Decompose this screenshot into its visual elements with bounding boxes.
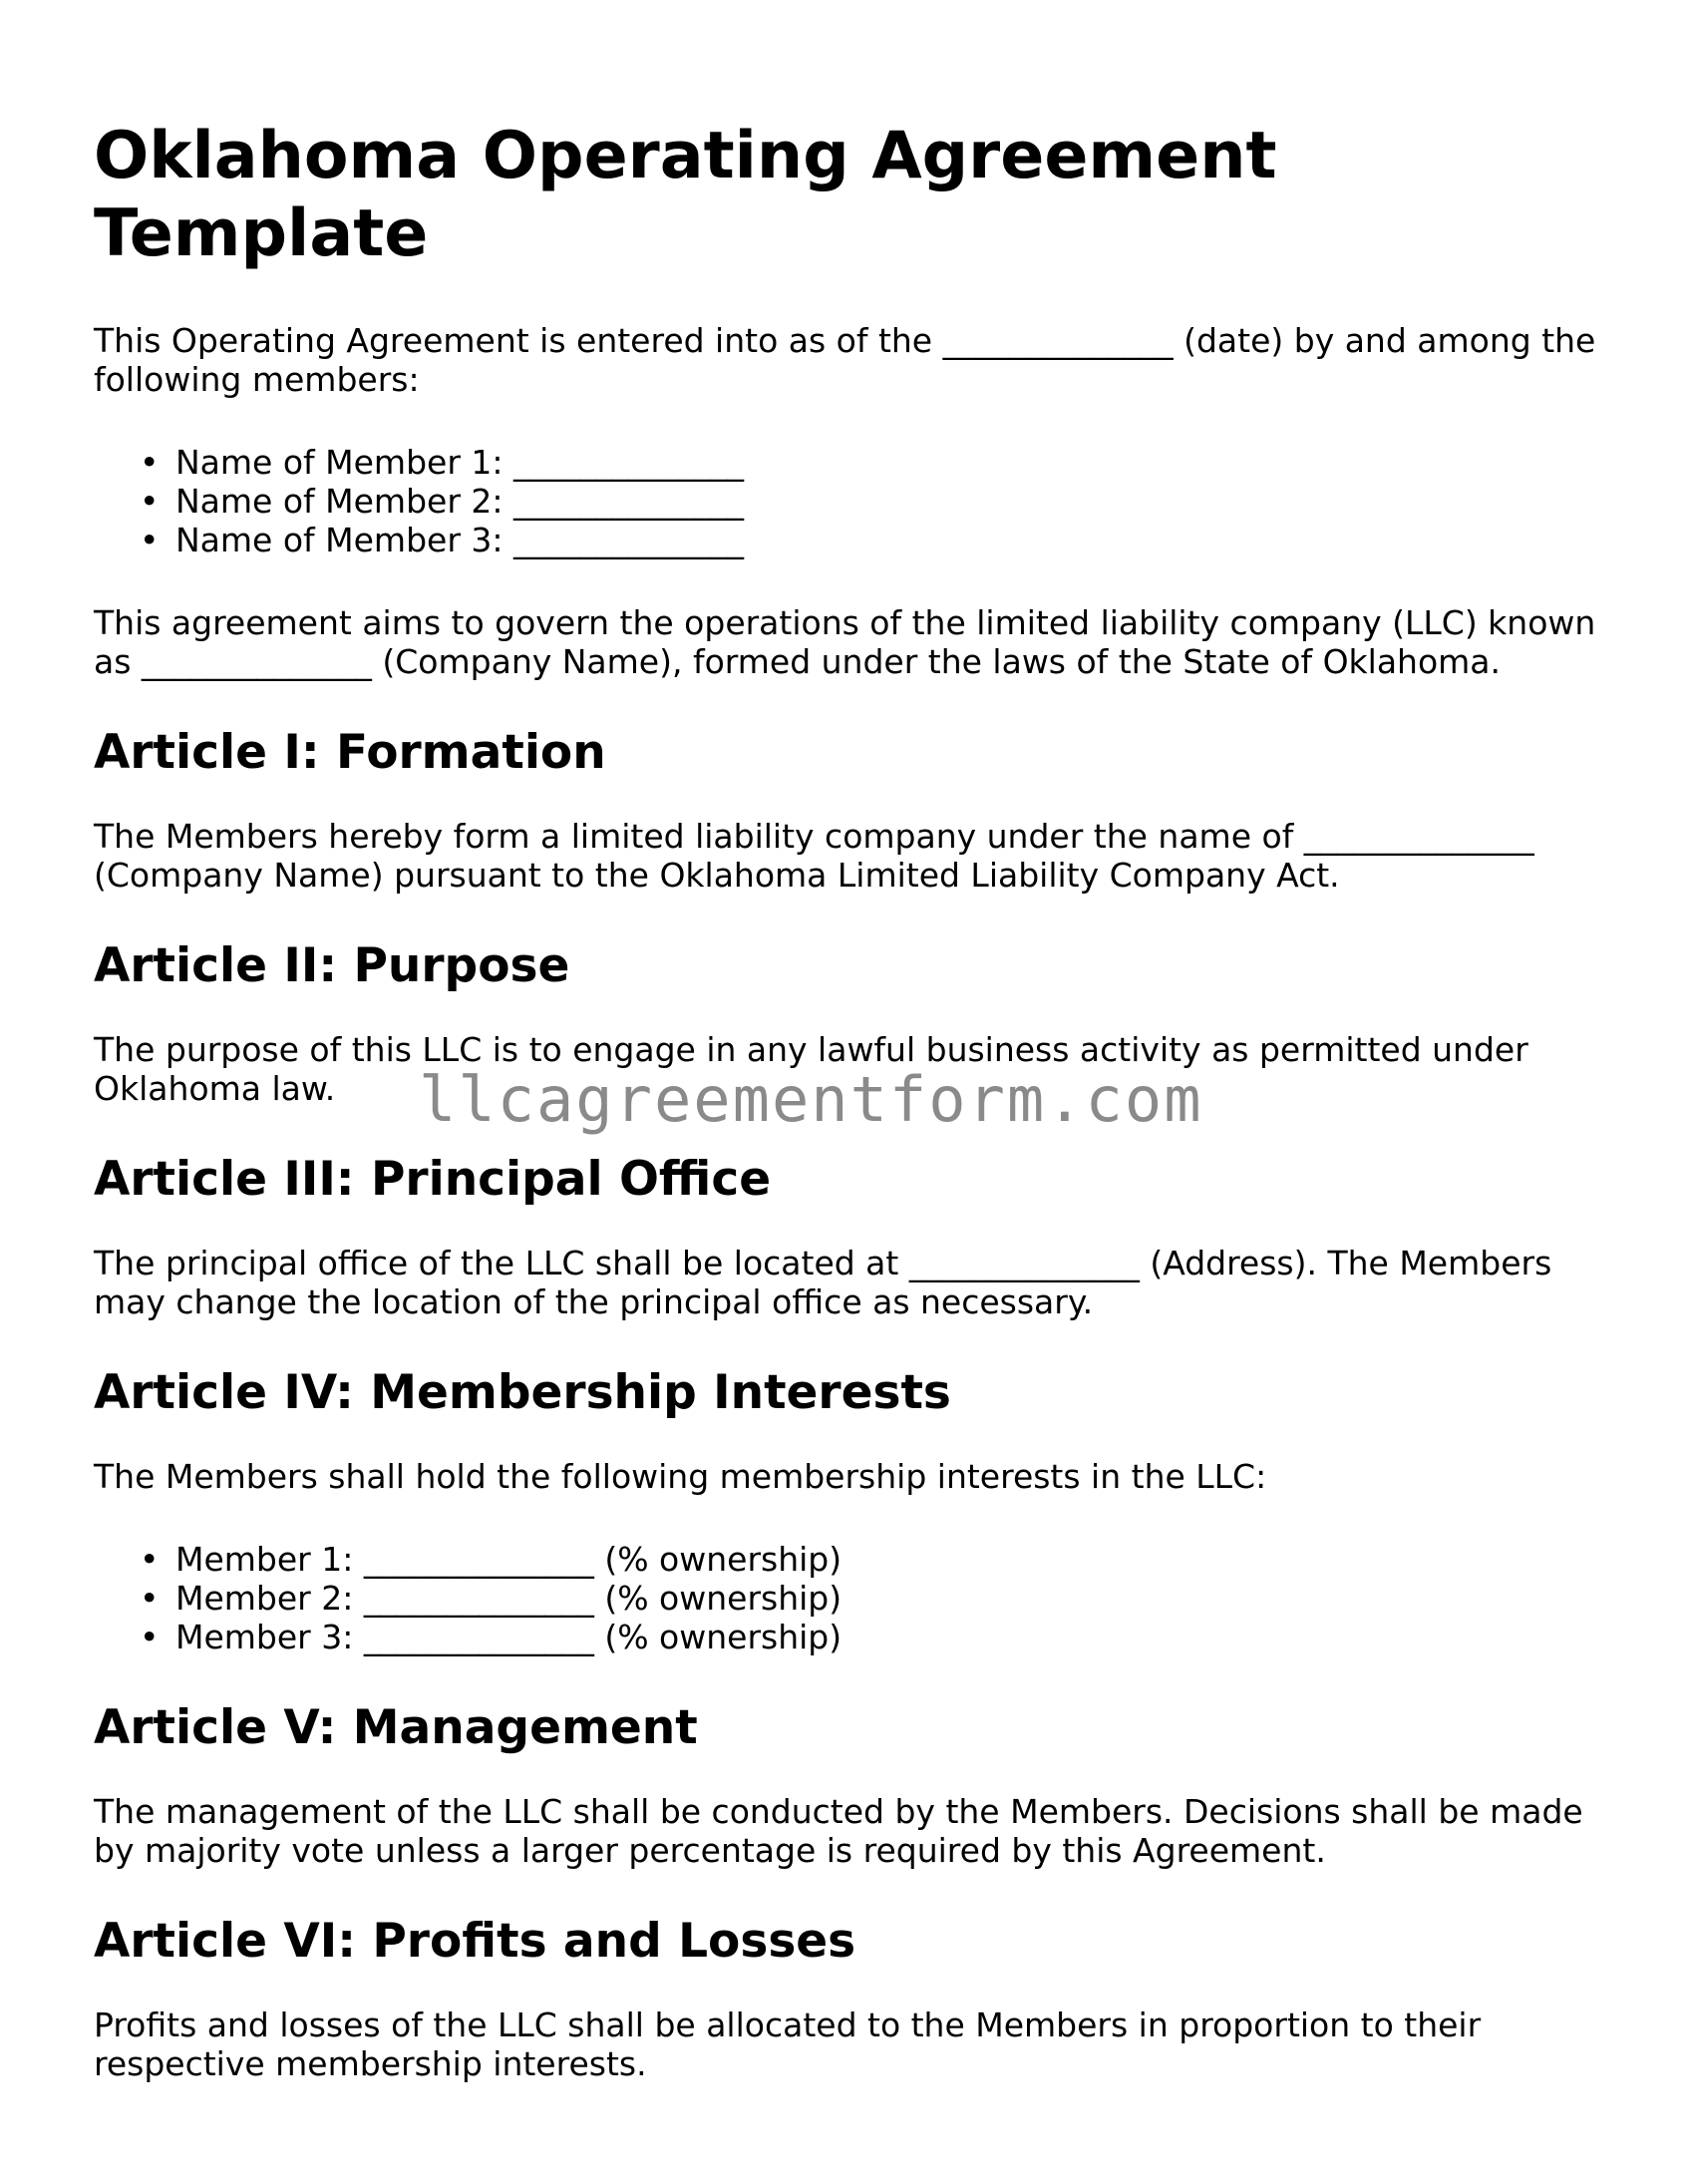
article-5-body: The management of the LLC shall be conducted by the Members. Decisions shall be made by majority vote unless a larger percentage is required by this Agreement. (94, 1792, 1583, 1870)
list-item (140, 1540, 1629, 1579)
members-list (94, 443, 1629, 559)
purpose-statement: This agreement aims to govern the operations of the limited liability company (LLC) known as ______________ (Company Name), formed under the laws of the State of Oklahoma. (94, 603, 1596, 681)
article-4-body: The Members shall hold the following membership interests in the LLC: (94, 1457, 1267, 1496)
bullet-icon: • (140, 1579, 160, 1618)
bullet-icon: • (140, 1618, 160, 1656)
article-2-body: The purpose of this LLC is to engage in any lawful business activity as permitted under Oklahoma law. (94, 1030, 1528, 1108)
member-3-name: Name of Member 3: ______________ (175, 521, 744, 559)
list-item (140, 482, 1629, 521)
member-1-interest: Member 1: ______________ (% ownership) (175, 1540, 843, 1579)
article-2-heading: Article II: Purpose (94, 938, 570, 993)
article-3-body: The principal office of the LLC shall be located at ______________ (Address). The Members may change the location of the principal office as necessary. (94, 1244, 1552, 1321)
bullet-icon: • (140, 482, 160, 521)
article-6-heading: Article VI: Profits and Losses (94, 1914, 856, 1969)
member-1-name: Name of Member 1: ______________ (175, 443, 744, 482)
membership-interests-list (94, 1540, 1629, 1656)
article-4-heading: Article IV: Membership Interests (94, 1365, 951, 1420)
document-title: Oklahoma Operating Agreement Template (94, 119, 1277, 271)
member-3-interest: Member 3: ______________ (% ownership) (175, 1618, 843, 1656)
article-5-heading: Article V: Management (94, 1700, 698, 1755)
article-6-body: Profits and losses of the LLC shall be allocated to the Members in proportion to their respective membership interests. (94, 2005, 1482, 2083)
list-item (140, 443, 1629, 482)
bullet-icon: • (140, 443, 160, 482)
article-1-body: The Members hereby form a limited liability company under the name of ______________ (Company Name) pursuant to the Oklahoma Limited Liability Company Act. (94, 817, 1534, 895)
list-item (140, 1579, 1629, 1618)
article-3-heading: Article III: Principal Office (94, 1152, 772, 1207)
list-item (140, 521, 1629, 559)
member-2-name: Name of Member 2: ______________ (175, 482, 744, 521)
article-1-heading: Article I: Formation (94, 725, 606, 780)
watermark: llcagreementform.com (419, 1063, 1203, 1136)
bullet-icon: • (140, 521, 160, 559)
intro-paragraph: This Operating Agreement is entered into as of the ______________ (date) by and among the following members: (94, 321, 1596, 399)
bullet-icon: • (140, 1540, 160, 1579)
list-item (140, 1618, 1629, 1656)
member-2-interest: Member 2: ______________ (% ownership) (175, 1579, 843, 1618)
